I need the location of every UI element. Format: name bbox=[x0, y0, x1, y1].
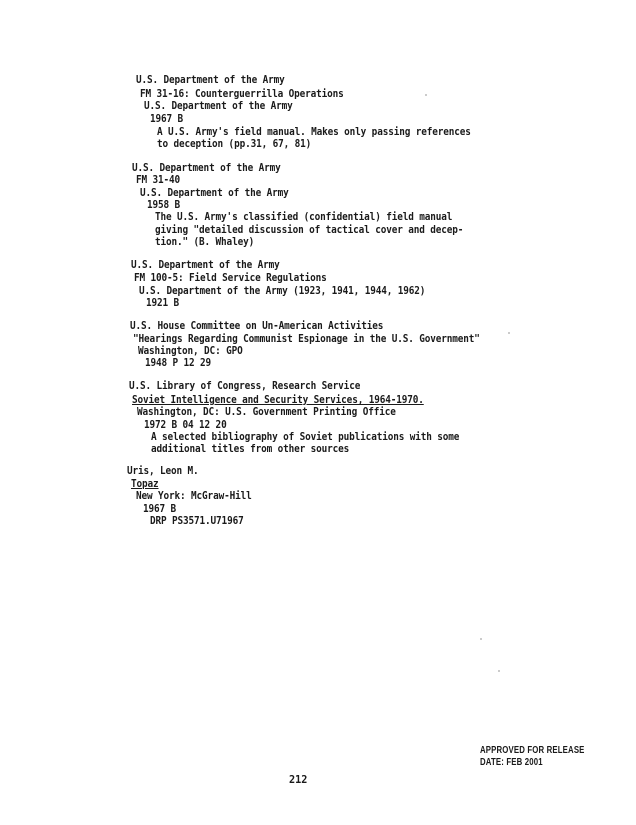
entry-annotation: giving "detailed discussion of tactical cover and decep- bbox=[155, 225, 464, 236]
entry-annotation: The U.S. Army's classified (confidential) field manual bbox=[155, 212, 453, 223]
entry-year-code: 1972 B 04 12 20 bbox=[144, 420, 227, 431]
release-stamp-line: APPROVED FOR RELEASE bbox=[480, 745, 585, 756]
entry-annotation: A selected bibliography of Soviet publications with some bbox=[151, 432, 460, 443]
entry-author: U.S. Department of the Army bbox=[136, 75, 285, 86]
entry-annotation: to deception (pp.31, 67, 81) bbox=[157, 139, 312, 150]
entry-title: FM 100-5: Field Service Regulations bbox=[134, 273, 327, 284]
entry-annotation: A U.S. Army's field manual. Makes only passing references bbox=[157, 127, 471, 138]
entry-title: FM 31-16: Counterguerrilla Operations bbox=[140, 89, 344, 100]
scan-speck bbox=[498, 670, 500, 672]
release-stamp bbox=[480, 745, 585, 769]
entry-title: FM 31-40 bbox=[136, 175, 181, 186]
scan-speck bbox=[480, 638, 482, 640]
entry-publisher: U.S. Department of the Army (1923, 1941, 1944, 1962) bbox=[139, 286, 426, 297]
entry-year-code: 1958 B bbox=[147, 200, 181, 211]
entry-title: Soviet Intelligence and Security Services, 1964-1970. bbox=[132, 395, 424, 406]
entry-author: U.S. House Committee on Un-American Activities bbox=[130, 321, 384, 332]
entry-publisher: U.S. Department of the Army bbox=[140, 188, 289, 199]
entry-year-code: 1948 P 12 29 bbox=[145, 358, 212, 369]
entry-publisher: Washington, DC: U.S. Government Printing Office bbox=[137, 407, 396, 418]
entry-call-number: DRP PS3571.U71967 bbox=[150, 516, 244, 527]
entry-author: Uris, Leon M. bbox=[127, 466, 199, 477]
entry-title: "Hearings Regarding Communist Espionage in the U.S. Government" bbox=[133, 334, 480, 345]
entry-year-code: 1921 B bbox=[146, 298, 180, 309]
scan-speck bbox=[508, 332, 510, 334]
release-stamp-date: DATE: FEB 2001 bbox=[480, 757, 543, 768]
entry-publisher: New York: McGraw-Hill bbox=[136, 491, 252, 502]
entry-publisher: Washington, DC: GPO bbox=[138, 346, 243, 357]
entry-title: Topaz bbox=[131, 479, 159, 490]
entry-author: U.S. Department of the Army bbox=[132, 163, 281, 174]
entry-annotation: additional titles from other sources bbox=[151, 444, 350, 455]
entry-publisher: U.S. Department of the Army bbox=[144, 101, 293, 112]
entry-year-code: 1967 B bbox=[150, 114, 184, 125]
entry-year-code: 1967 B bbox=[143, 504, 177, 515]
entry-author: U.S. Library of Congress, Research Service bbox=[129, 381, 361, 392]
page-number: 212 bbox=[289, 775, 308, 786]
entry-annotation: tion." (B. Whaley) bbox=[155, 237, 255, 248]
scan-speck bbox=[425, 94, 427, 96]
entry-author: U.S. Department of the Army bbox=[131, 260, 280, 271]
